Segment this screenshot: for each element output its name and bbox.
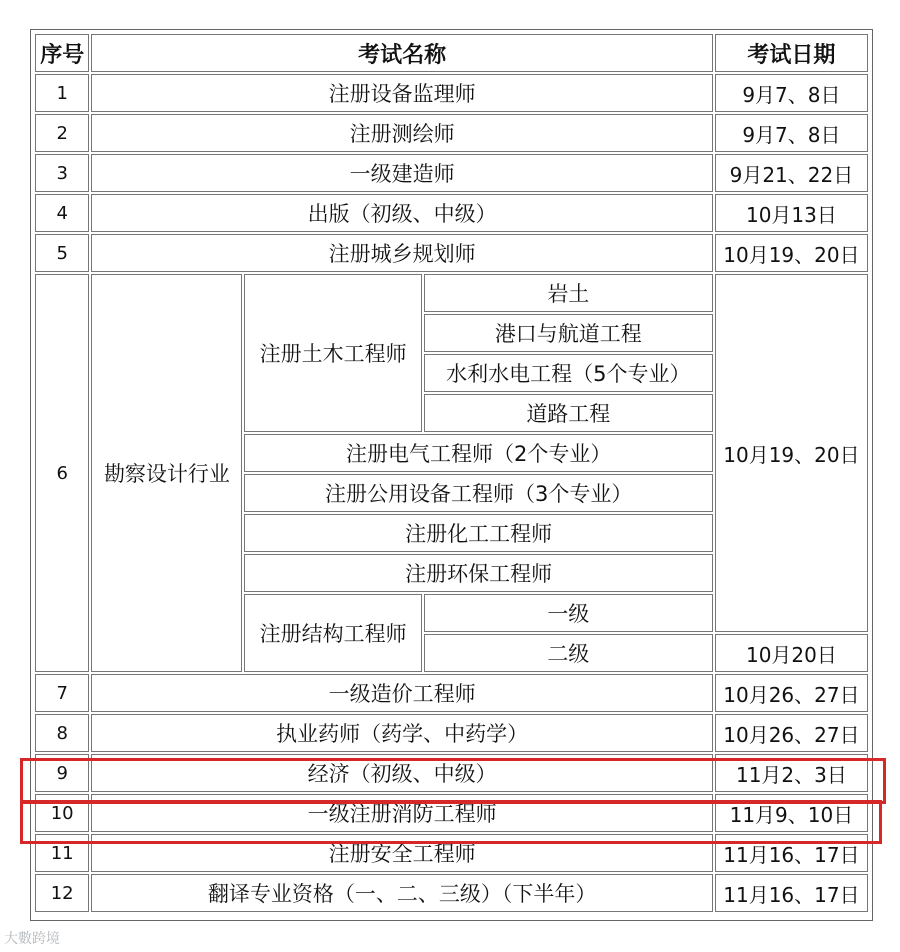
environment-engineer-cell: 注册环保工程师 bbox=[244, 554, 712, 592]
exam-date-cell: 10月13日 bbox=[715, 194, 868, 232]
exam-date-cell: 10月26、27日 bbox=[715, 674, 868, 712]
highlight-box-row-9 bbox=[20, 758, 886, 804]
seq-cell: 9 bbox=[35, 754, 89, 792]
structural-sub-cell: 一级 bbox=[424, 594, 713, 632]
civil-sub-cell: 岩土 bbox=[424, 274, 713, 312]
seq-cell: 6 bbox=[35, 274, 89, 672]
exam-date-cell: 9月7、8日 bbox=[715, 114, 868, 152]
exam-date-cell: 10月19、20日 bbox=[715, 234, 868, 272]
civil-sub-cell: 道路工程 bbox=[424, 394, 713, 432]
table-row bbox=[35, 194, 868, 232]
exam-name-cell: 翻译专业资格（一、二、三级）（下半年） bbox=[91, 874, 712, 912]
exam-name-cell: 一级建造师 bbox=[91, 154, 712, 192]
table-row bbox=[35, 674, 868, 712]
exam-date-cell: 10月20日 bbox=[715, 634, 868, 672]
exam-name-cell: 经济（初级、中级） bbox=[91, 754, 712, 792]
seq-cell: 10 bbox=[35, 794, 89, 832]
exam-date-cell: 11月16、17日 bbox=[715, 834, 868, 872]
table-row bbox=[35, 274, 868, 312]
civil-sub-cell: 水利水电工程（5个专业） bbox=[424, 354, 713, 392]
table-row bbox=[35, 154, 868, 192]
exam-name-cell: 注册城乡规划师 bbox=[91, 234, 712, 272]
table-row bbox=[35, 74, 868, 112]
exam-name-cell: 注册安全工程师 bbox=[91, 834, 712, 872]
exam-date-cell: 9月21、22日 bbox=[715, 154, 868, 192]
chemical-engineer-cell: 注册化工工程师 bbox=[244, 514, 712, 552]
table-row bbox=[35, 874, 868, 912]
table-row bbox=[35, 114, 868, 152]
seq-cell: 11 bbox=[35, 834, 89, 872]
exam-date-cell: 11月16、17日 bbox=[715, 874, 868, 912]
exam-date-cell: 11月2、3日 bbox=[715, 754, 868, 792]
exam-name-cell: 一级注册消防工程师 bbox=[91, 794, 712, 832]
exam-name-cell: 注册测绘师 bbox=[91, 114, 712, 152]
seq-cell: 7 bbox=[35, 674, 89, 712]
seq-cell: 4 bbox=[35, 194, 89, 232]
electric-engineer-cell: 注册电气工程师（2个专业） bbox=[244, 434, 712, 472]
table-row bbox=[35, 234, 868, 272]
exam-name-cell: 注册设备监理师 bbox=[91, 74, 712, 112]
exam-name-cell: 执业药师（药学、中药学） bbox=[91, 714, 712, 752]
seq-cell: 5 bbox=[35, 234, 89, 272]
structural-sub-cell: 二级 bbox=[424, 634, 713, 672]
category-cell: 勘察设计行业 bbox=[91, 274, 242, 672]
seq-cell: 3 bbox=[35, 154, 89, 192]
highlight-box-row-10 bbox=[20, 800, 882, 844]
exam-name-cell: 出版（初级、中级） bbox=[91, 194, 712, 232]
seq-cell: 2 bbox=[35, 114, 89, 152]
header-exam-name: 考试名称 bbox=[91, 34, 712, 72]
exam-date-cell: 11月9、10日 bbox=[715, 794, 868, 832]
civil-engineer-cell: 注册土木工程师 bbox=[244, 274, 421, 432]
exam-date-cell: 9月7、8日 bbox=[715, 74, 868, 112]
exam-date-cell: 10月19、20日 bbox=[715, 274, 868, 632]
header-row bbox=[35, 34, 868, 72]
structural-engineer-cell: 注册结构工程师 bbox=[244, 594, 421, 672]
exam-name-cell: 一级造价工程师 bbox=[91, 674, 712, 712]
seq-cell: 12 bbox=[35, 874, 89, 912]
utility-engineer-cell: 注册公用设备工程师（3个专业） bbox=[244, 474, 712, 512]
seq-cell: 8 bbox=[35, 714, 89, 752]
watermark-logo: 大數跨境 bbox=[4, 931, 60, 947]
table-row bbox=[35, 714, 868, 752]
header-exam-date: 考试日期 bbox=[715, 34, 868, 72]
seq-cell: 1 bbox=[35, 74, 89, 112]
header-seq: 序号 bbox=[35, 34, 89, 72]
civil-sub-cell: 港口与航道工程 bbox=[424, 314, 713, 352]
exam-date-cell: 10月26、27日 bbox=[715, 714, 868, 752]
